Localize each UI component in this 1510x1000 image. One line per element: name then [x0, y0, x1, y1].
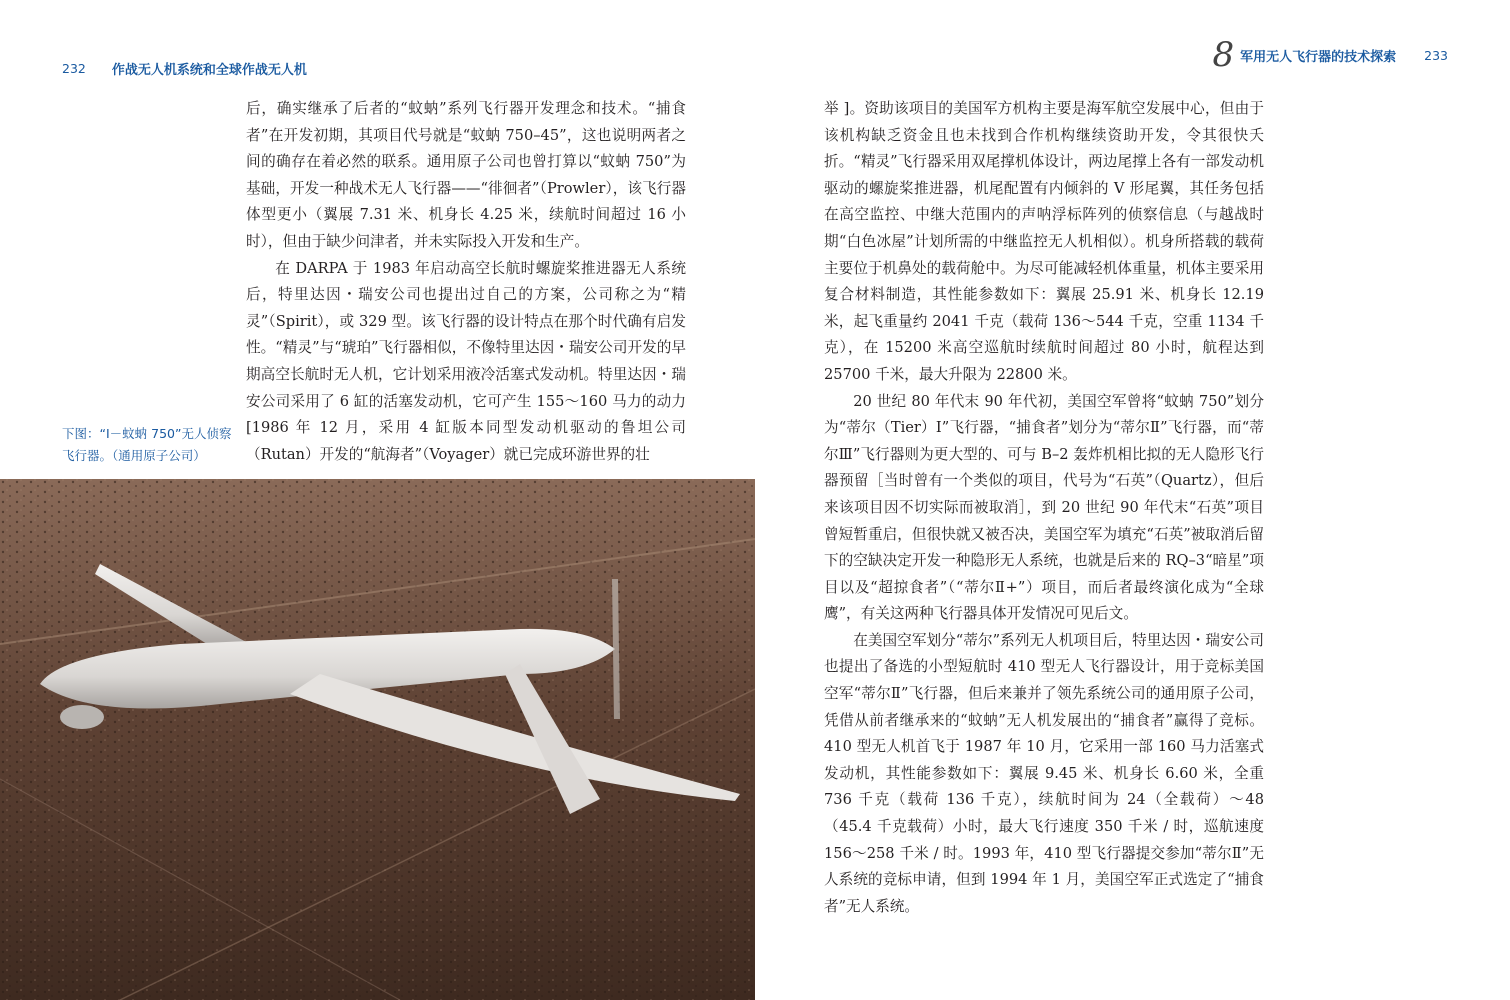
right-page-number: 233	[1424, 47, 1448, 63]
paragraph: 后，确实继承了后者的“蚊蚋”系列飞行器开发理念和技术。“捕食者”在开发初期，其项目代号就是“蚊蚋 750–45”，这也说明两者之间的确存在着必然的联系。通用原子公司也曾打算以“蚊蚋 750”为基础，开发一种战术无人飞行器——“徘徊者”（Prowler），该飞行器体型更小（翼展 7.31 米、机身长 4.25 米，续航时间超过 16 小时），但由于缺少问津者，并未实际投入开发和生产。	[246, 100, 686, 250]
paragraph: 在 DARPA 于 1983 年启动高空长航时螺旋桨推进器无人系统后，特里达因・瑞安公司也提出过自己的方案，公司称之为“精灵”（Spirit），或 329 型。该飞行器的设计特点在那个时代确有启发性。“精灵”与“琥珀”飞行器相似，不像特里达因・瑞安公司开发的早期高空长航时无人机，它计划采用液冷活塞式发动机。特里达因・瑞安公司采用了 6 缸的活塞发动机，它可产生 155～160 马力的动力 [1986 年 12 月，采用 4 缸版本同型发动机驱动的鲁坦公司（Rutan）开发的“航海者”（Voyager）就已完成环游世界的壮	[246, 259, 686, 463]
left-page-header	[62, 57, 307, 79]
left-running-title: 作战无人机系统和全球作战无人机	[111, 62, 307, 78]
chapter-number: 8	[1212, 35, 1235, 75]
right-running-title: 军用无人飞行器的技术探索	[1240, 49, 1397, 65]
paragraph: 举 ]。资助该项目的美国军方机构主要是海军航空发展中心，但由于该机构缺乏资金且也未找到合作机构继续资助开发，令其很快夭折。“精灵”飞行器采用双尾撑机体设计，两边尾撑上各有一部发动机驱动的螺旋桨推进器，机尾配置有内倾斜的 V 形尾翼，其任务包括在高空监控、中继大范围内的声呐浮标阵列的侦察信息（与越战时期“白色冰屋”计划所需的中继监控无人机相似）。机身所搭载的载荷主要位于机鼻处的载荷舱中。为尽可能减轻机体重量，机体主要采用复合材料制造，其性能参数如下：翼展 25.91 米、机身长 12.19 米，起飞重量约 2041 千克（载荷 136～544 千克，空重 1134 千克），在 15200 米高空巡航时续航时间超过 80 小时，航程达到 25700 千米，最大升限为 22800 米。	[824, 100, 1264, 383]
left-text-column	[246, 96, 686, 468]
left-page-number: 232	[62, 60, 86, 76]
photo-caption: 下图：“Ⅰ－蚊蚋 750”无人侦察飞行器。（通用原子公司）	[62, 426, 232, 463]
right-page-header	[1212, 35, 1448, 75]
right-text-column	[824, 96, 1264, 920]
drone-photo	[0, 479, 755, 1000]
paragraph: 20 世纪 80 年代末 90 年代初，美国空军曾将“蚊蚋 750”划分为“蒂尔（Tier）Ⅰ”飞行器，“捕食者”划分为“蒂尔Ⅱ”飞行器，而“蒂尔Ⅲ”飞行器则为更大型的、可与 B–2 轰炸机相比拟的无人隐形飞行器预留［当时曾有一个类似的项目，代号为“石英”（Quartz），但后来该项目因不切实际而被取消］，到 20 世纪 90 年代末“石英”项目曾短暂重启，但很快就又被否决，美国空军为填充“石英”被取消后留下的空缺决定开发一种隐形无人系统，也就是后来的 RQ–3“暗星”项目以及“超掠食者”（“蒂尔Ⅱ+”）项目，而后者最终演化成为“全球鹰”，有关这两种飞行器具体开发情况可见后文。	[824, 392, 1264, 623]
paragraph: 在美国空军划分“蒂尔”系列无人机项目后，特里达因・瑞安公司也提出了备选的小型短航时 410 型无人飞行器设计，用于竞标美国空军“蒂尔Ⅱ”飞行器，但后来兼并了领先系统公司的通用原子公司，凭借从前者继承来的“蚊蚋”无人机发展出的“捕食者”赢得了竞标。410 型无人机首飞于 1987 年 10 月，它采用一部 160 马力活塞式发动机，其性能参数如下：翼展 9.45 米、机身长 6.60 米，全重 736 千克（载荷 136 千克），续航时间为 24（全载荷）～48（45.4 千克载荷）小时，最大飞行速度 350 千米 / 时，巡航速度 156～258 千米 / 时。1993 年，410 型飞行器提交参加“蒂尔Ⅱ”无人系统的竞标申请，但到 1994 年 1 月，美国空军正式选定了“捕食者”无人系统。	[824, 631, 1264, 915]
